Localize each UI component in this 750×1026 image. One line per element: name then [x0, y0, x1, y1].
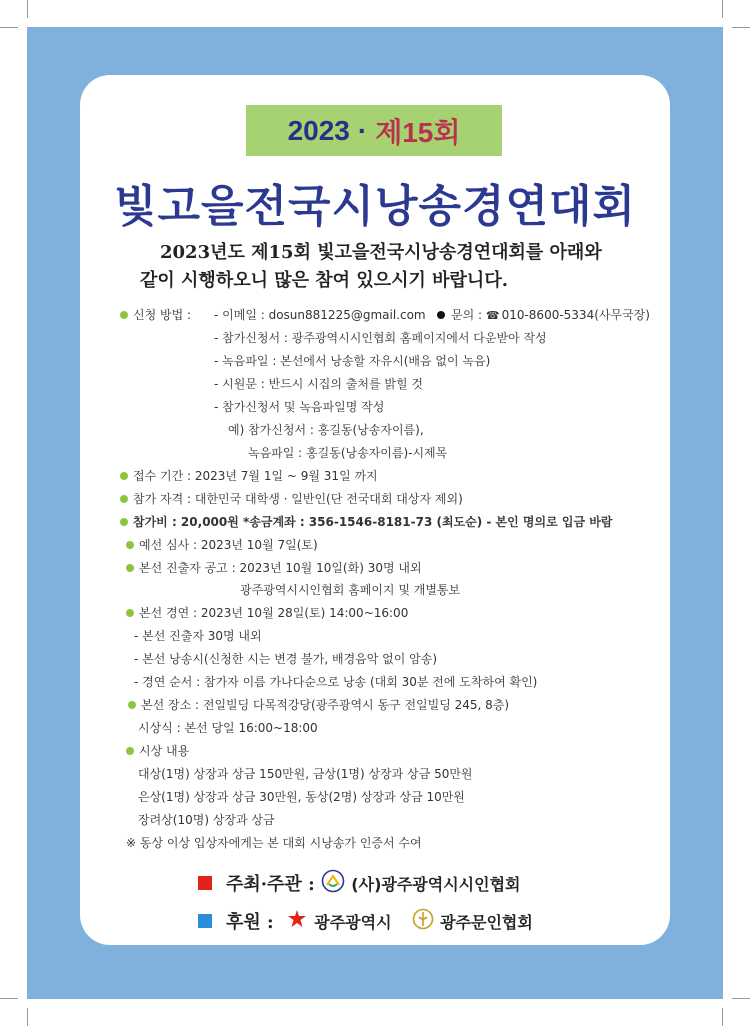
- bullet-icon: [128, 701, 136, 709]
- intro-line-2: 같이 시행하오니 많은 참여 있으시기 바랍니다.: [140, 270, 508, 291]
- writers-association-logo-icon: [412, 908, 434, 935]
- finalists-line-2: 광주광역시시인협회 홈페이지 및 개별통보: [240, 583, 461, 597]
- badge-edition: 제15회: [375, 116, 461, 148]
- eligibility: 참가 자격 : 대한민국 대학생 · 일반인(단 전국대회 대상자 제외): [133, 492, 463, 506]
- bullet-icon: [120, 472, 128, 480]
- awards-title-row: [126, 742, 189, 759]
- contest-line: 본선 경연 : 2023년 10월 28일(토) 14:00~16:00: [139, 606, 409, 620]
- award-line-3: 장려상(10명) 상장과 상금: [138, 813, 275, 827]
- event-title: 빛고을전국시낭송경연대회: [113, 181, 637, 232]
- support-label: 후원 :: [226, 912, 274, 933]
- host-row: [198, 870, 520, 900]
- award-line-1: 대상(1명) 상장과 상금 150만원, 금상(1명) 상장과 상금 50만원: [138, 767, 473, 781]
- award-line-2: 은상(1명) 상장과 상금 30만원, 동상(2명) 상장과 상금 10만원: [138, 790, 465, 804]
- apply-example-2: 녹음파일 : 홍길동(낭송자이름)-시제목: [248, 446, 448, 460]
- eligibility-row: [120, 490, 463, 507]
- award-note: ※ 동상 이상 입상자에게는 본 대회 시낭송가 인증서 수여: [126, 836, 422, 850]
- bullet-icon: [126, 609, 134, 617]
- venue: 본선 장소 : 전일빌딩 다목적강당(광주광역시 동구 전일빌딩 245, 8층): [141, 698, 510, 712]
- finalists-line-1: 본선 진출자 공고 : 2023년 10월 10일(화) 30명 내외: [139, 561, 422, 575]
- support-org-2: 광주문인협회: [440, 913, 533, 932]
- poets-association-logo-icon: [321, 869, 345, 898]
- blue-square-icon: [198, 914, 212, 928]
- badge-dot: ·: [357, 114, 368, 146]
- edition-badge: [246, 105, 502, 156]
- host-org: (사)광주광역시시인협회: [351, 875, 521, 894]
- phone-icon: ☎: [485, 309, 500, 322]
- fee: 참가비 : 20,000원 *송금계좌 : 356-1546-8181-73 (최도순) - 본인 명의로 입금 바람: [133, 515, 613, 529]
- prelim: 예선 심사 : 2023년 10월 7일(토): [139, 538, 318, 552]
- bullet-icon: [120, 311, 128, 319]
- host-label: 주최·주관 :: [226, 874, 315, 895]
- support-row: [198, 908, 533, 937]
- red-square-icon: [198, 876, 212, 890]
- contest-item-1: - 본선 진출자 30명 내외: [134, 629, 262, 643]
- contact-row: [437, 306, 650, 323]
- apply-line-4: - 참가신청서 및 녹음파일명 작성: [214, 400, 385, 414]
- bullet-icon: [126, 541, 134, 549]
- awards-title: 시상 내용: [139, 744, 190, 758]
- venue-row: [128, 696, 509, 713]
- prelim-row: [126, 536, 318, 553]
- black-dot-icon: [437, 311, 445, 319]
- apply-example-1: 예) 참가신청서 : 홍길동(낭송자이름),: [228, 423, 424, 437]
- gwangju-city-logo-icon: [286, 908, 308, 935]
- intro-line-1: 2023년도 제15회 빛고을전국시낭송경연대회를 아래와: [160, 242, 602, 263]
- contest-item-2: - 본선 낭송시(신청한 시는 변경 불가, 배경음악 없이 암송): [134, 652, 438, 666]
- apply-label: 신청 방법 :: [133, 308, 192, 322]
- apply-line-3: - 시원문 : 반드시 시집의 출처를 밝힐 것: [214, 377, 423, 391]
- contest-item-3: - 경연 순서 : 참가자 이름 가나다순으로 낭송 (대회 30분 전에 도착하여 확인): [134, 675, 538, 689]
- apply-email: - 이메일 : dosun881225@gmail.com: [214, 308, 426, 322]
- finalists-row: [126, 559, 422, 576]
- support-org-1: 광주광역시: [314, 913, 392, 932]
- fee-row: [120, 513, 612, 530]
- period-row: [120, 467, 378, 484]
- bullet-icon: [126, 564, 134, 572]
- bullet-icon: [126, 747, 134, 755]
- bullet-icon: [120, 518, 128, 526]
- apply-label-row: [120, 306, 191, 323]
- contact-phone: 010-8600-5334(사무국장): [501, 308, 650, 322]
- badge-year: 2023: [287, 114, 350, 146]
- period: 접수 기간 : 2023년 7월 1일 ~ 9월 31일 까지: [133, 469, 378, 483]
- bullet-icon: [120, 495, 128, 503]
- contact-label: 문의 :: [451, 308, 486, 322]
- apply-line-1: - 참가신청서 : 광주광역시시인협회 홈페이지에서 다운받아 작성: [214, 331, 547, 345]
- contest-row: [126, 604, 408, 621]
- apply-line-2: - 녹음파일 : 본선에서 낭송할 자유시(배음 없이 녹음): [214, 354, 491, 368]
- ceremony: 시상식 : 본선 당일 16:00~18:00: [138, 721, 318, 735]
